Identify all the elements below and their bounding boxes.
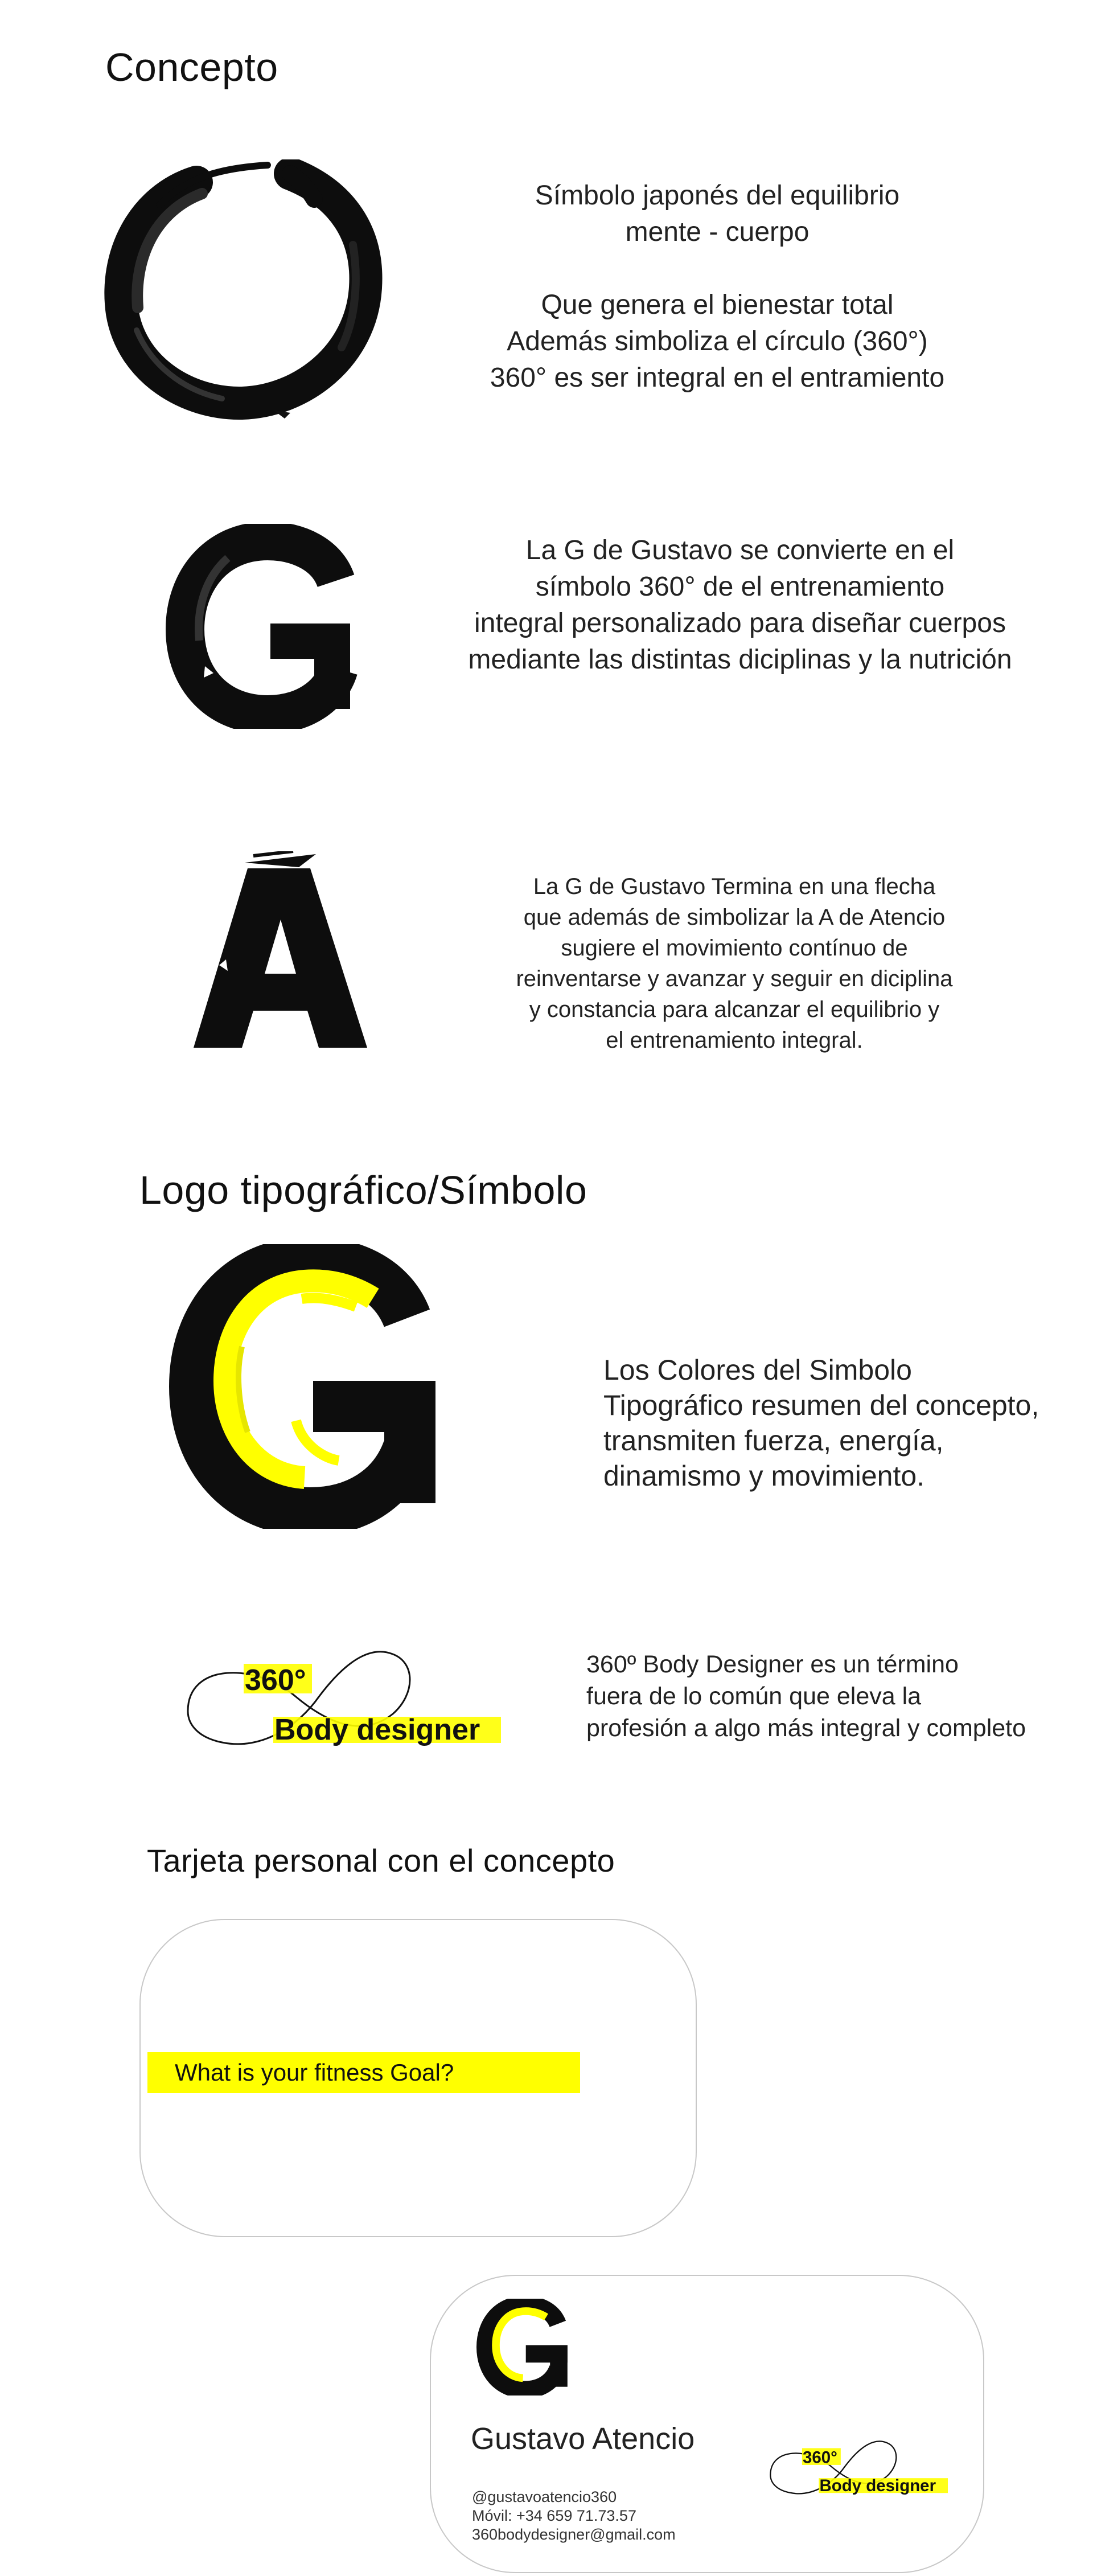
enso-line [433,251,1002,287]
business-card-back [430,2275,984,2573]
enso-line: 360° es ser integral en el entramiento [490,363,945,393]
g-line: símbolo 360° de el entrenamiento [535,572,945,602]
a-description [450,871,1019,1056]
yellow-g-symbol-icon [168,1244,453,1529]
a-line: el entrenamiento integral. [606,1028,863,1053]
colors-line: Los Colores del Simbolo [603,1354,912,1386]
colors-line: dinamismo y movimiento. [603,1460,925,1492]
body-designer-line: profesión a algo más integral y completo [586,1714,1026,1742]
body-designer-logo [176,1629,518,1759]
g-line: mediante las distintas diciplinas y la nutrición [468,645,1012,675]
colors-description [603,1352,1093,1494]
enso-circle-icon [102,159,387,421]
a-line: reinventarse y avanzar y seguir en diciplina [516,966,953,991]
enso-line: Símbolo japonés del equilibrio [535,181,900,211]
a-line: sugiere el movimiento contínuo de [561,936,908,961]
body-designer-line: fuera de lo común que eleva la [586,1683,922,1710]
business-card-front [139,1919,697,2237]
card-handle: @gustavoatencio360 [472,2488,617,2505]
colors-line: transmiten fuerza, energía, [603,1425,944,1457]
tagline-bar: What is your fitness Goal? [147,2052,580,2093]
body-designer-line: 360º Body Designer es un término [586,1651,959,1678]
card-person-name: Gustavo Atencio [471,2422,695,2456]
card-logo-number-text: 360° [803,2448,837,2467]
enso-line: Que genera el bienestar total [541,290,894,320]
logo-brand-text: Body designer [274,1713,480,1746]
section-heading-tarjeta: Tarjeta personal con el concepto [147,1843,615,1878]
enso-line: Además simboliza el círculo (360°) [507,326,928,356]
a-line: y constancia para alcanzar el equilibrio y [529,997,940,1022]
enso-line: mente - cuerpo [625,217,810,247]
card-body-designer-logo [764,2427,958,2504]
card-mobile: Móvil: +34 659 71.73.57 [472,2507,636,2524]
enso-description [433,178,1002,396]
card-g-symbol-icon [476,2299,573,2395]
section-heading-logo: Logo tipográfico/Símbolo [139,1168,587,1212]
colors-line: Tipográfico resumen del concepto, [603,1389,1039,1421]
a-line: La G de Gustavo Termina en una flecha [533,874,936,899]
g-line: La G de Gustavo se convierte en el [525,535,955,565]
card-email: 360bodydesigner@gmail.com [472,2526,676,2543]
a-line: que además de simbolizar la A de Atencio [523,905,946,930]
g-line: integral personalizado para diseñar cuerpos [474,608,1006,638]
card-logo-brand-text: Body designer [819,2476,936,2495]
body-designer-description [586,1648,1087,1744]
brush-a-icon [185,851,379,1056]
g-description [427,532,1053,678]
brush-g-icon [165,524,359,729]
logo-number-text: 360° [245,1664,306,1697]
section-heading-concepto: Concepto [105,45,278,89]
card-contact-info [472,2488,676,2544]
